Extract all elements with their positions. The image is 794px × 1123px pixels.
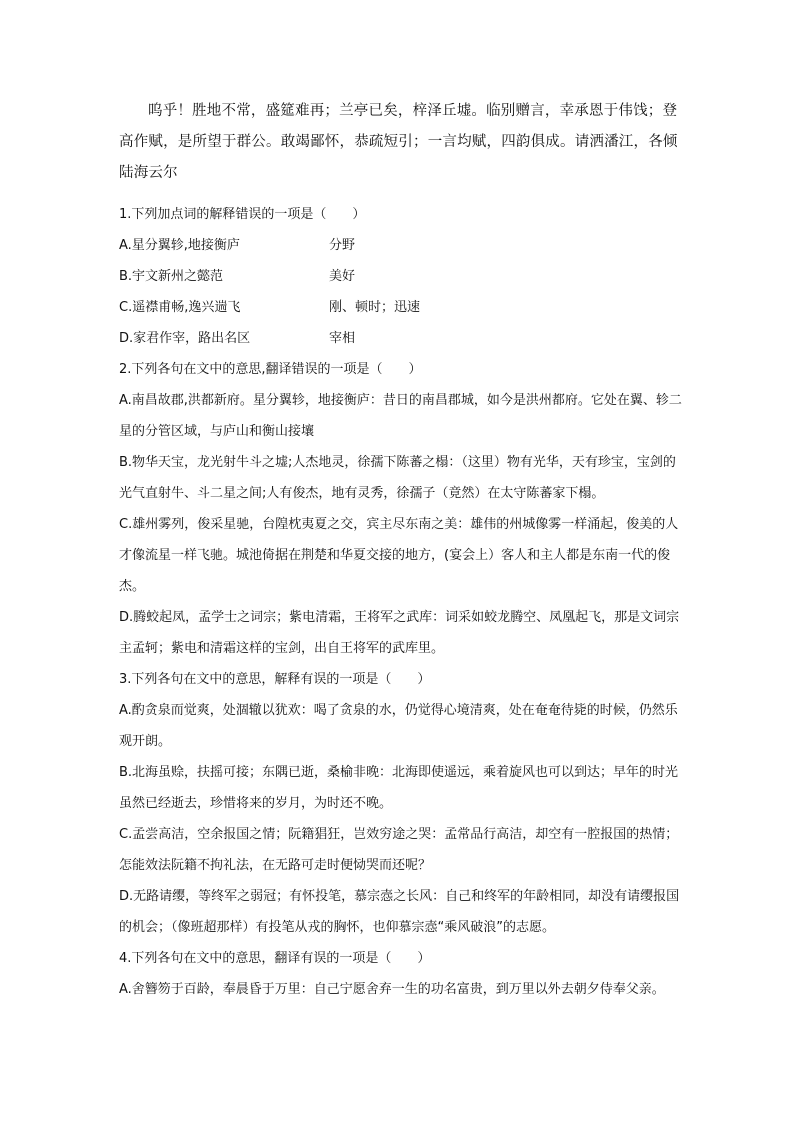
option-b-text: B.宇文新州之懿范: [119, 269, 224, 284]
document-content: [119, 96, 683, 1005]
question-4: [119, 943, 683, 1005]
option-c-meaning: 刚、顿时；迅速: [329, 300, 421, 315]
question-1-option-c: [119, 292, 683, 323]
option-a-meaning: 分野: [329, 238, 356, 253]
question-3-stem: 3.下列各句在文中的意思，解释有误的一项是（ ）: [119, 672, 431, 687]
question-2: [119, 354, 683, 664]
option-b-meaning: 美好: [329, 269, 356, 284]
question-4-option-a: A.舍簪笏于百龄，奉晨昏于万里：自己宁愿舍弃一生的功名富贵，到万里以外去朝夕侍奉父亲。: [119, 982, 665, 997]
question-2-option-b: B.物华天宝，龙光射牛斗之墟;人杰地灵，徐孺下陈蕃之榻：（这里）物有光华，天有珍宝，宝剑的光气直射牛、斗二星之间;人有俊杰，地有灵秀，徐孺子（竟然）在太守陈蕃家下榻。: [119, 455, 676, 501]
option-d-text: D.家君作宰，路出名区: [119, 331, 251, 346]
option-d-meaning: 宰相: [329, 331, 356, 346]
question-1-option-d: [119, 323, 683, 354]
question-3: [119, 664, 683, 943]
intro-paragraph: 呜乎！胜地不常，盛筵难再；兰亭已矣，梓泽丘墟。临别赠言，幸承恩于伟饯；登高作赋，是所望于群公。敢竭鄙怀，恭疏短引；一言均赋，四韵俱成。请洒潘江，各倾陆海云尔: [119, 103, 678, 181]
question-1-option-b: [119, 261, 683, 292]
option-c-text: C.遥襟甫畅,逸兴遄飞: [119, 300, 241, 315]
question-3-option-b: B.北海虽赊，扶摇可接；东隅已逝，桑榆非晚：北海即使遥远，乘着旋风也可以到达；早年的时光虽然已经逝去，珍惜将来的岁月，为时还不晚。: [119, 765, 679, 811]
question-3-option-c: C.孟尝高洁，空余报国之情；阮籍猖狂，岂效穷途之哭：孟常品行高洁，却空有一腔报国的热情；怎能效法阮籍不拘礼法，在无路可走时便恸哭而还呢？: [119, 827, 679, 873]
option-a-text: A.星分翼轸,地接衡庐: [119, 238, 240, 253]
question-2-stem: 2.下列各句在文中的意思,翻译错误的一项是（ ）: [119, 362, 422, 377]
question-2-option-d: D.腾蛟起凤，孟学士之词宗；紫电清霜，王将军之武库：词采如蛟龙腾空、凤凰起飞，那是文词宗主孟轲；紫电和清霜这样的宝剑，出自王将军的武库里。: [119, 610, 680, 656]
question-3-option-a: A.酌贪泉而觉爽，处涸辙以犹欢：喝了贪泉的水，仍觉得心境清爽，处在奄奄待毙的时候，仍然乐观开朗。: [119, 703, 678, 749]
question-1: [119, 199, 683, 354]
question-1-option-a: [119, 230, 683, 261]
question-1-stem: 1.下列加点词的解释错误的一项是（ ）: [119, 207, 366, 222]
question-2-option-c: C.雄州雾列，俊采星驰，台隍枕夷夏之交，宾主尽东南之美：雄伟的州城像雾一样涌起，俊美的人才像流星一样飞驰。城池倚据在荆楚和华夏交接的地方，(宴会上）客人和主人都是东南一代的俊杰。: [119, 517, 679, 594]
question-2-option-a: A.南昌故郡,洪都新府。星分翼轸，地接衡庐：昔日的南昌郡城，如今是洪州都府。它处在翼、轸二星的分管区域，与庐山和衡山接壤: [119, 393, 682, 439]
question-3-option-d: D.无路请缨，等终军之弱冠；有怀投笔，慕宗悫之长风：自己和终军的年龄相同，却没有请缨报国的机会；（像班超那样）有投笔从戎的胸怀，也仰慕宗悫“乘风破浪”的志愿。: [119, 889, 680, 935]
question-4-stem: 4.下列各句在文中的意思，翻译有误的一项是（ ）: [119, 951, 431, 966]
